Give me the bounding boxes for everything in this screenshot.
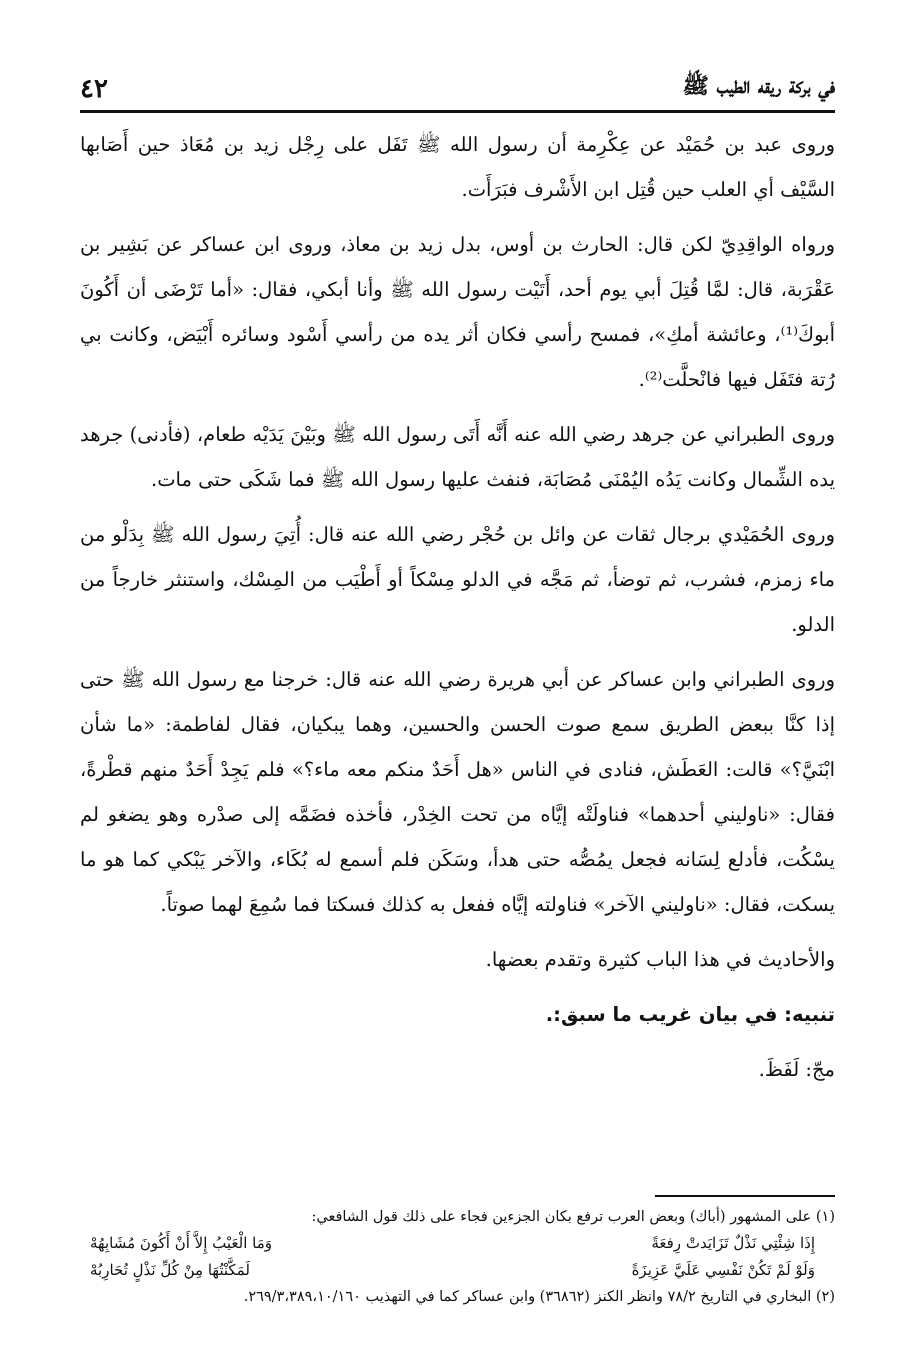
verse-line-1 (80, 1230, 835, 1257)
page-number: ٤٢ (80, 74, 108, 104)
running-title: في بركة ريقه الطيب ﷺ (682, 73, 835, 99)
gloss-entry: مجّ: لَفَظَ. (758, 1058, 835, 1081)
paragraph: وروى الطبراني وابن عساكر عن أبي هريرة رضي الله عنه قال: خرجنا مع رسول الله ﷺ حتى إذا كنَّا ببعض الطريق سمع صوت الحسن والحسين، وهما يبكيان، فقال لفاطمة: «ما شأن ابْنَيَّ؟» قالت: العَطَش، فنادى في الناس «هل أَحَدٌ منكم معه ماء؟» فلم يَجِدْ أَحَدٌ منهم قطْرةً، فقال: «ناوليني أحدهما» فناولَتْه إيَّاه من تحت الخِدْر، فأخذه فضَمَّه إلى صدْره وهو يضغو لم يسْكُت، فأدلع لِسَانه فجعل يمُصُّه حتى هدأ، وسَكَن فلم أسمع له بُكَاء، والآخر يَبْكي كما هو ما يسكت، فقال: «ناوليني الآخر» فناولته إيَّاه ففعل به كذلك فسكتا فما سُمِعَ لهما صوتاً. (80, 668, 835, 916)
page-header (80, 60, 835, 113)
paragraph: وروى الحُمَيْدي برجال ثقات عن وائل بن حُجْر رضي الله عنه قال: أُتِيَ رسول الله ﷺ بِدَلْو من ماء زمزم، فشرب، ثم توضأ، ثم مَجَّه في الدلو مِسْكاً أو أَطْيَب من المِسْك، واستنثر خارجاً من الدلو. (80, 523, 835, 636)
verse-line-2 (80, 1257, 835, 1284)
footnotes (80, 1204, 835, 1310)
paragraph: والأحاديث في هذا الباب كثيرة وتقدم بعضها. (485, 948, 835, 971)
paragraph: وروى عبد بن حُمَيْد عن عِكْرِمة أن رسول الله ﷺ تَفَل على رِجْل زيد بن مُعَاذ حين أَصَابها السَّيْف أي العلب حين قُتِل ابن الأَشْرف فبَرَأَت. (80, 133, 835, 201)
verse-hemistich: وَلَوْ لَمْ تَكُنْ نَفْسِي عَلَيَّ عَزِيزَةً (631, 1261, 815, 1279)
paragraph: ورواه الواقِدِيّ لكن قال: الحارث بن أوس، بدل زيد بن معاذ، وروى ابن عساكر عن بَشِير بن عَقْرَبة، قال: لمَّا قُتِلَ أبي يوم أحد، أَتَيْت رسول الله ﷺ وأنا أبكي، فقال: «أما تَرْضَى أن أَكُونَ أبوكَ⁽¹⁾، وعائشة أمكِ»، فمسح رأسي فكان أثر يده من رأسي أَسْود وسائره أَبْيَض، وكانت بي رُتة فتَفَل فيها فانْحلَّت⁽²⁾. (80, 233, 835, 391)
paragraph: وروى الطبراني عن جرهد رضي الله عنه أَنَّه أَتَى رسول الله ﷺ وبَيْنَ يَدَيْه طعام، (فأدنى) جرهد يده الشِّمال وكانت يَدُه اليُمْنَى مُصَابَة، فنفث عليها رسول الله ﷺ فما شَكَى حتى مات. (80, 423, 835, 491)
footnote-1: (١) على المشهور (أباك) وبعض العرب ترفع بكان الجزءين فجاء على ذلك قول الشافعي: (311, 1209, 835, 1225)
tanbih-heading: تنبيه: في بيان غريب ما سبق:. (545, 1003, 835, 1026)
verse-hemistich: لَمَكَّنْتُهَا مِنْ كُلِّ نَذْلٍ تُحَارِبُهْ (90, 1261, 250, 1279)
main-text (80, 122, 835, 1102)
verse-hemistich: وَمَا الْعَيْبُ إِلاَّ أَنْ أَكُونَ مُشَابِهُهْ (90, 1234, 273, 1252)
footnote-divider (655, 1195, 835, 1197)
footnote-2: (٢) البخاري في التاريخ ٧٨/٢ وانظر الكنز (٣٦٨٦٢) وابن عساكر كما في التهذيب ٢٦٩/٣،٣٨٩،١٠/١٦٠. (243, 1289, 835, 1305)
verse-hemistich: إِذَا شِئْتِي نَذْلٌ تَزَايَدتْ رِفعَةً (651, 1234, 815, 1252)
